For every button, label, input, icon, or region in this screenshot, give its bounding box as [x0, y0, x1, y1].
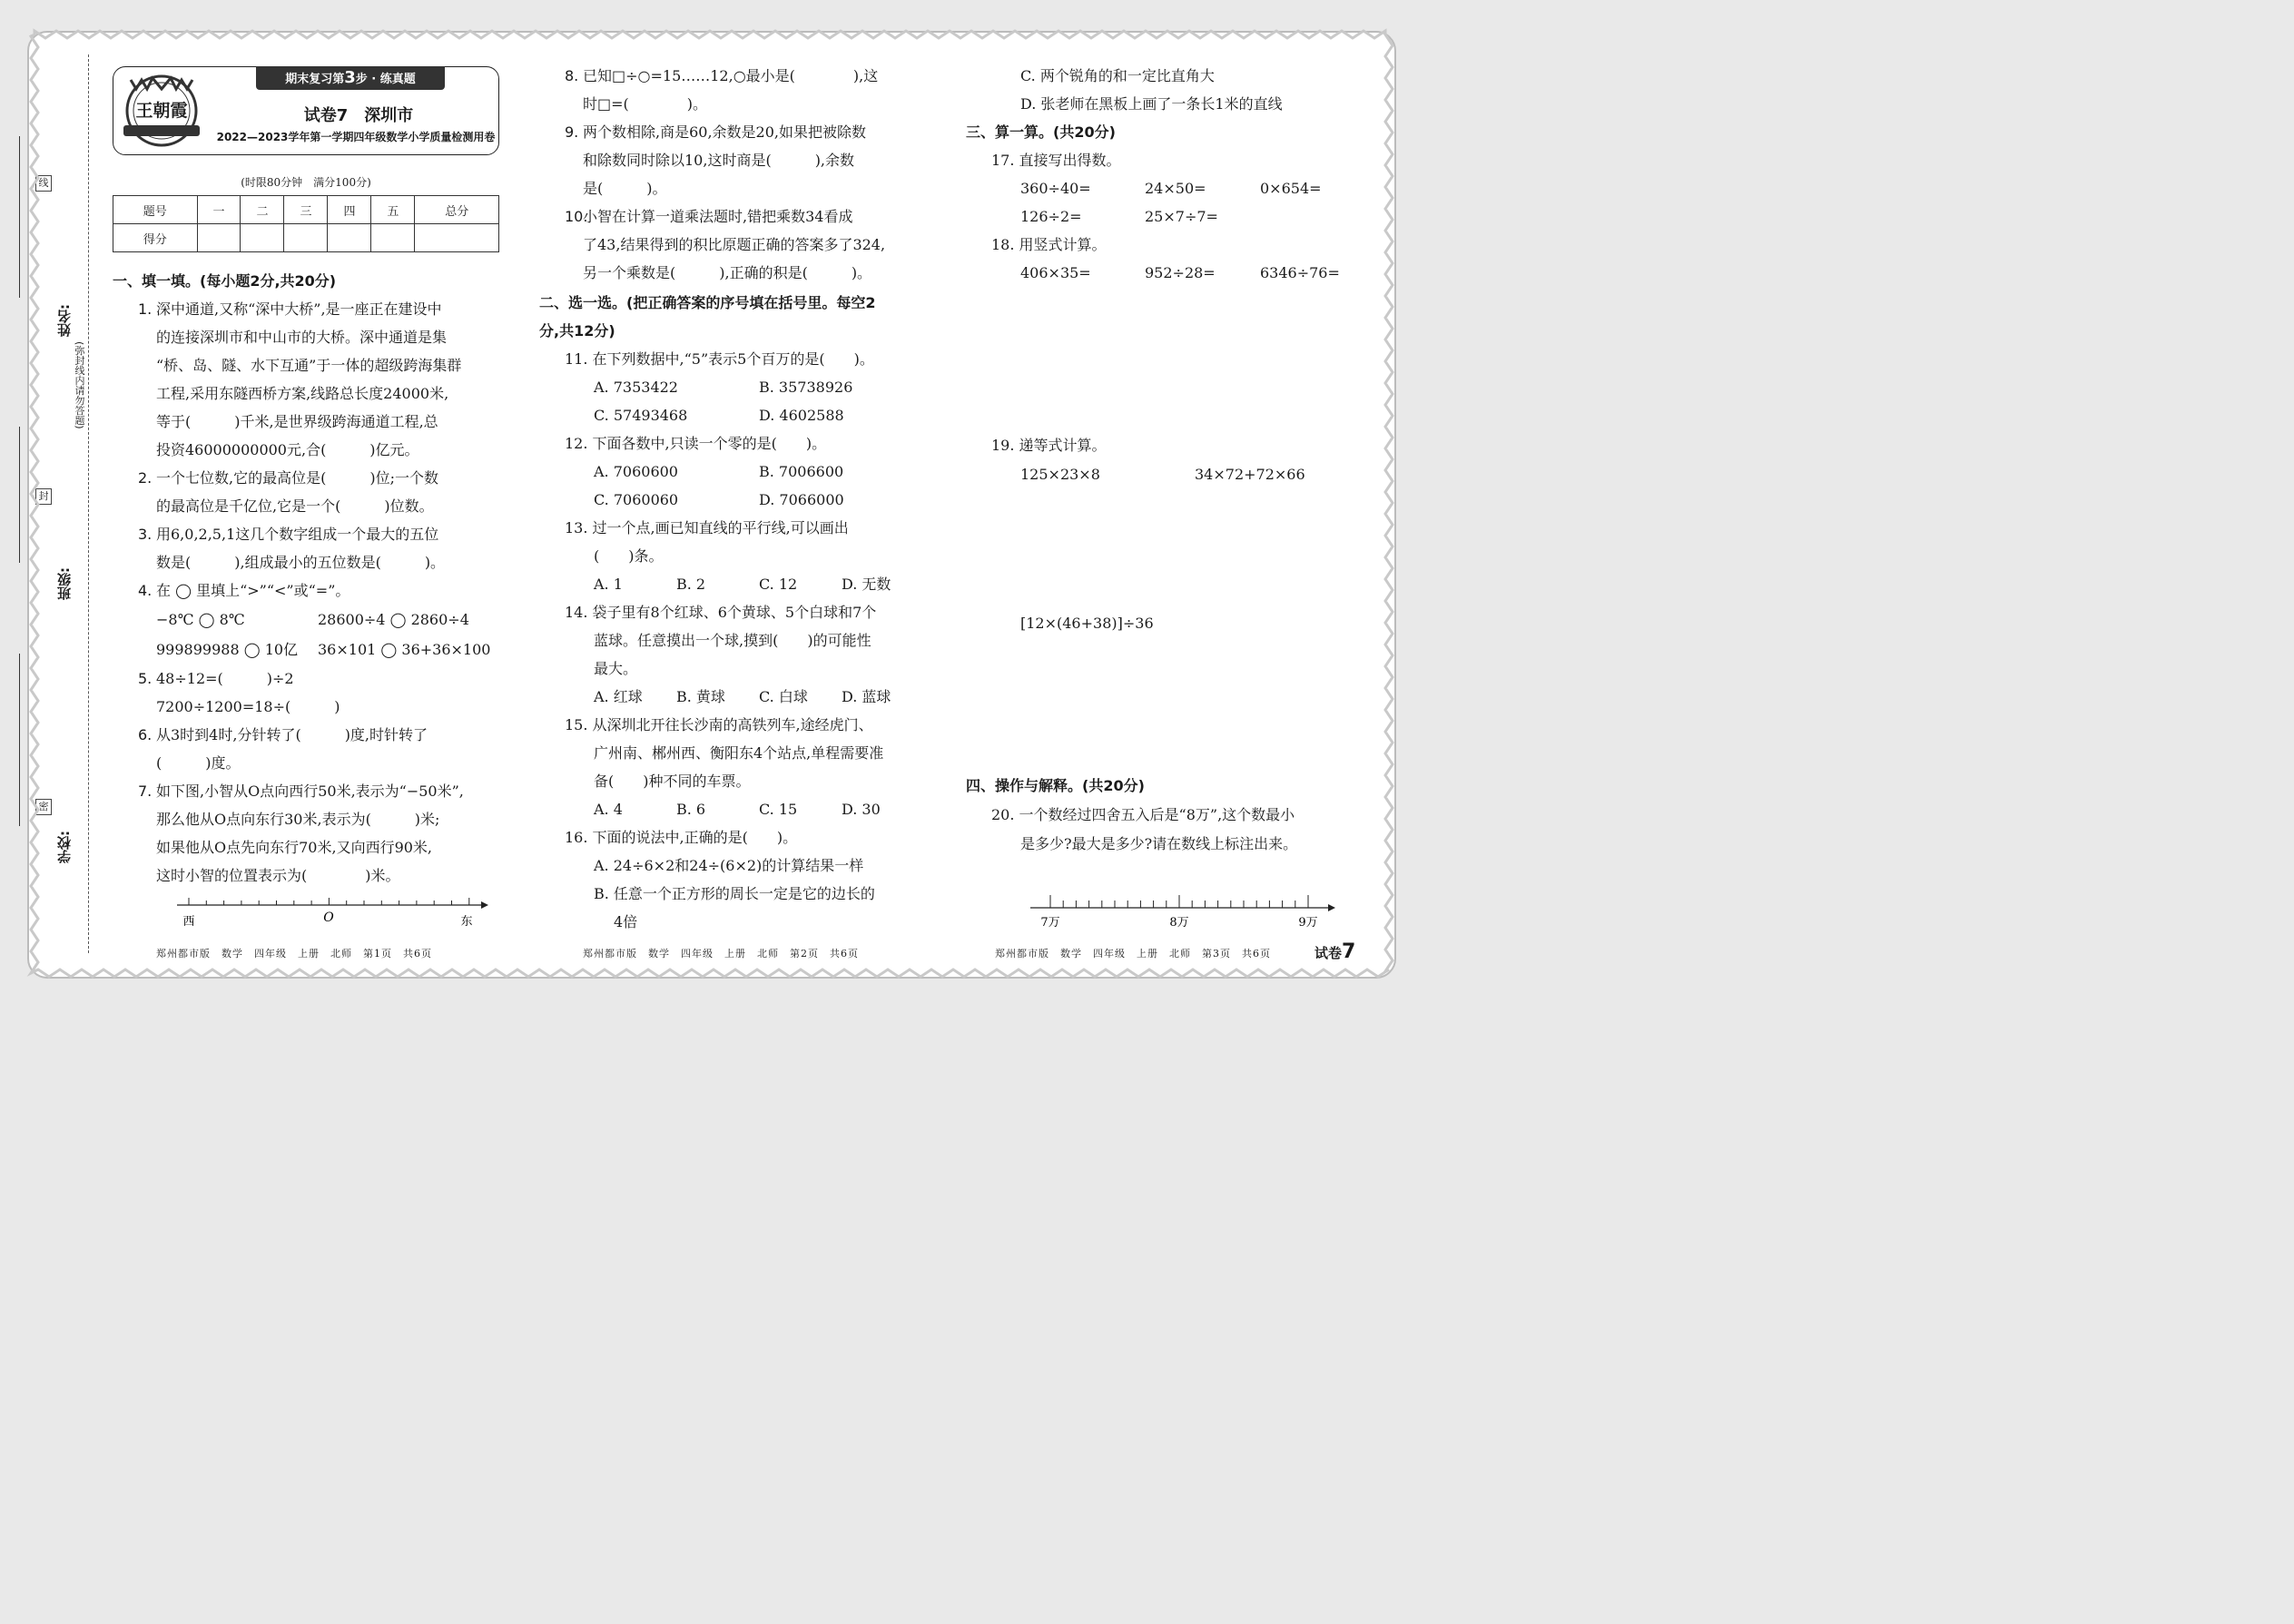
- question-number: [113, 693, 156, 721]
- option-b[interactable]: B. 7006600: [759, 463, 844, 480]
- question-number: 10.: [565, 208, 588, 225]
- q17-item: 25×7÷7=: [1145, 208, 1218, 225]
- q17-item: 360÷40=: [1020, 180, 1091, 197]
- question-text: 时□=( )。: [583, 95, 708, 113]
- q15-options: [539, 795, 948, 823]
- question-line: [113, 351, 512, 379]
- option-b[interactable]: B. 2: [676, 576, 706, 593]
- question-text: 从3时到4时,分针转了( )度,时针转了: [156, 726, 428, 743]
- page-mark: [1314, 940, 1355, 963]
- question-number: [113, 379, 156, 408]
- q18-text: 18. 用竖式计算。: [991, 236, 1107, 253]
- logo-text: 王朝霞: [135, 101, 188, 121]
- banner-suffix: 步 · 练真题: [355, 73, 416, 86]
- q19-item-1: 125×23×8: [1020, 466, 1100, 483]
- question-text: ( )度。: [156, 754, 241, 772]
- q13-text-a: 13. 过一个点,画已知直线的平行线,可以画出: [565, 519, 849, 536]
- q8-to-q10: [539, 62, 948, 287]
- option-d[interactable]: D. 4602588: [759, 407, 844, 424]
- question-number: [113, 436, 156, 464]
- score-cell: 总分: [415, 196, 499, 224]
- q4-row-2: [113, 635, 512, 664]
- q4-c: 999899988 ◯ 10亿: [156, 641, 299, 658]
- label-9w: 9万: [1298, 916, 1318, 930]
- q17-row-2: [966, 202, 1374, 231]
- question-text: 如果他从O点先向东行70米,又向西行90米,: [156, 839, 433, 856]
- q18-item: 952÷28=: [1145, 264, 1216, 281]
- class-blank: [19, 427, 20, 563]
- question-line: [113, 664, 512, 693]
- question-text: 已知□÷○=15……12,○最小是( ),这: [583, 67, 879, 84]
- question-line: [113, 777, 512, 805]
- score-cell: 得分: [113, 224, 198, 252]
- footer-page-1: 郑州都市版 数学 四年级 上册 北师 第1页 共6页: [156, 948, 432, 960]
- q12-text: 12. 下面各数中,只读一个零的是( )。: [565, 435, 827, 452]
- question-text: 的连接深圳市和中山市的大桥。深中通道是集: [156, 329, 448, 346]
- name-blank: [19, 136, 20, 298]
- question-number: [113, 492, 156, 520]
- q15-text-b: 广州南、郴州西、衡阳东4个站点,单程需要准: [594, 744, 884, 762]
- score-table: [113, 195, 499, 252]
- q7-number-line: [172, 894, 490, 930]
- q14-text-a: 14. 袋子里有8个红球、6个黄球、5个白球和7个: [565, 604, 877, 621]
- q16-option-a[interactable]: A. 24÷6×2和24÷(6×2)的计算结果一样: [594, 857, 864, 874]
- question-line: [113, 805, 512, 833]
- paper-title: 试卷7 深圳市: [303, 106, 414, 125]
- score-header-row: [113, 196, 499, 224]
- q4-d: 36×101 ◯ 36+36×100: [318, 641, 491, 658]
- question-line: [113, 721, 512, 749]
- option-c[interactable]: C. 15: [759, 801, 798, 818]
- score-cell: 二: [241, 196, 284, 224]
- question-text: 投资46000000000元,合( )亿元。: [156, 441, 419, 458]
- line-char-box: 线: [35, 175, 52, 192]
- section-2-title-b: 分,共12分): [539, 322, 615, 340]
- school-label: 学校:: [56, 831, 73, 863]
- q14-options: [539, 683, 948, 711]
- option-a[interactable]: A. 4: [594, 801, 623, 818]
- origin-label: O: [323, 910, 334, 925]
- question-line: [539, 202, 948, 231]
- question-text: 在 ◯ 里填上“>”“<”或“=”。: [156, 582, 350, 599]
- question-number: [113, 408, 156, 436]
- school-blank: [19, 654, 20, 826]
- question-line: [539, 259, 948, 287]
- q18-item: 6346÷76=: [1260, 264, 1340, 281]
- question-line: [539, 90, 948, 118]
- q14-text-b: 蓝球。任意摸出一个球,摸到( )的可能性: [594, 632, 871, 649]
- q11-text: 11. 在下列数据中,“5”表示5个百万的是( )。: [565, 350, 874, 368]
- binding-note: (弥封线内请勿答题): [74, 341, 85, 429]
- q20-ticks: [1050, 895, 1308, 908]
- q17-item: 24×50=: [1145, 180, 1206, 197]
- question-number: 9.: [565, 123, 579, 141]
- q13-options: [539, 570, 948, 598]
- q13-text-b: ( )条。: [594, 547, 664, 565]
- q4-a: −8℃ ◯ 8℃: [156, 611, 245, 628]
- question-number: [113, 805, 156, 833]
- question-line: [113, 749, 512, 777]
- label-7w: 7万: [1040, 916, 1060, 930]
- time-limit: (时限80分钟 满分100分): [241, 176, 371, 189]
- score-value-row: [113, 224, 499, 252]
- question-number: 8.: [565, 67, 579, 84]
- question-text: 等于( )千米,是世界级跨海通道工程,总: [156, 413, 438, 430]
- option-c[interactable]: C. 57493468: [594, 407, 688, 424]
- question-text: 深中通道,又称“深中大桥”,是一座正在建设中: [156, 300, 442, 318]
- question-number: 5.: [138, 670, 153, 687]
- question-line: [113, 408, 512, 436]
- banner-prefix: 期末复习第: [285, 73, 345, 86]
- question-number: [539, 231, 583, 259]
- q4-row-1: [113, 605, 512, 635]
- option-d[interactable]: D. 无数: [842, 576, 891, 593]
- q17-item: 126÷2=: [1020, 208, 1082, 225]
- question-line: [113, 492, 512, 520]
- q16-text: 16. 下面的说法中,正确的是( )。: [565, 829, 798, 846]
- q16-option-d[interactable]: D. 张老师在黑板上画了一条长1米的直线: [1020, 95, 1283, 113]
- q20-text-a: 20. 一个数经过四舍五入后是“8万”,这个数最小: [991, 806, 1295, 823]
- question-text: 数是( ),组成最小的五位数是( )。: [156, 554, 446, 571]
- q15-text-c: 备( )种不同的车票。: [594, 773, 751, 790]
- question-number: [539, 174, 583, 202]
- score-input-cell[interactable]: [197, 224, 241, 252]
- option-d[interactable]: D. 7066000: [759, 491, 844, 508]
- score-cell: 五: [371, 196, 415, 224]
- q19-text: 19. 递等式计算。: [991, 437, 1107, 454]
- secret-char-box: 密: [35, 799, 52, 815]
- q19-item-2: 34×72+72×66: [1195, 466, 1305, 483]
- question-text: 7200÷1200=18÷( ): [156, 698, 340, 715]
- q16-option-b-cont: 4倍: [614, 913, 638, 930]
- option-a[interactable]: A. 1: [594, 576, 623, 593]
- q4-b: 28600÷4 ◯ 2860÷4: [318, 611, 469, 628]
- q20-text-b: 是多少?最大是多少?请在数线上标注出来。: [1020, 835, 1298, 852]
- question-number: [539, 259, 583, 287]
- column-2: [539, 62, 948, 936]
- q20-number-line: [1026, 890, 1344, 931]
- q16-option-b[interactable]: B. 任意一个正方形的周长一定是它的边长的: [594, 885, 875, 902]
- binding-strip: [45, 45, 98, 962]
- section-1-lines-2: [113, 664, 512, 890]
- question-text: 和除数同时除以10,这时商是( ),余数: [583, 152, 855, 169]
- question-text: 两个数相除,商是60,余数是20,如果把被除数: [583, 123, 866, 141]
- q11-options-2: [539, 401, 948, 429]
- east-label: 东: [460, 915, 473, 929]
- score-input-cell[interactable]: [415, 224, 499, 252]
- question-line: [113, 520, 512, 548]
- option-b[interactable]: B. 35738926: [759, 379, 853, 396]
- question-line: [113, 464, 512, 492]
- question-line: [113, 833, 512, 861]
- binding-dashed-line: [88, 54, 89, 953]
- name-label: 姓名:: [56, 304, 73, 337]
- question-line: [539, 62, 948, 90]
- option-b[interactable]: B. 黄球: [676, 688, 725, 705]
- question-line: [539, 231, 948, 259]
- question-line: [539, 174, 948, 202]
- score-cell: 三: [284, 196, 328, 224]
- score-cell: 四: [328, 196, 371, 224]
- page-mark-number: 7: [1342, 940, 1356, 963]
- section-1-title: 一、填一填。(每小题2分,共20分): [113, 272, 337, 290]
- question-line: [539, 146, 948, 174]
- question-text: 工程,采用东隧西桥方案,线路总长度24000米,: [156, 385, 449, 402]
- question-text: 的最高位是千亿位,它是一个( )位数。: [156, 497, 434, 515]
- question-number: 4.: [138, 582, 153, 599]
- section-1-lines: [113, 295, 512, 605]
- question-number: [113, 548, 156, 576]
- question-line: [113, 861, 512, 890]
- score-input-cell[interactable]: [328, 224, 371, 252]
- class-label: 班级:: [56, 567, 73, 600]
- q19-item-3: [12×(46+38)]÷36: [1020, 615, 1154, 632]
- question-text: 一个七位数,它的最高位是( )位;一个数: [156, 469, 438, 487]
- option-b[interactable]: B. 6: [676, 801, 706, 818]
- question-text: “桥、岛、隧、水下互通”于一体的超级跨海集群: [156, 357, 462, 374]
- question-line: [113, 436, 512, 464]
- question-number: [539, 90, 583, 118]
- option-a[interactable]: A. 红球: [594, 688, 643, 705]
- question-text: 那么他从O点向东行30米,表示为( )米;: [156, 811, 440, 828]
- question-text: 小智在计算一道乘法题时,错把乘数34看成: [583, 208, 853, 225]
- q12-options-2: [539, 486, 948, 514]
- west-label: 西: [182, 915, 195, 929]
- seal-char-box: 封: [35, 488, 52, 505]
- section-3-title: 三、算一算。(共20分): [966, 123, 1116, 141]
- score-input-cell[interactable]: [284, 224, 328, 252]
- option-a[interactable]: A. 7353422: [594, 379, 678, 396]
- section-4-title: 四、操作与解释。(共20分): [966, 777, 1145, 794]
- question-text: 用6,0,2,5,1这几个数字组成一个最大的五位: [156, 526, 439, 543]
- option-a[interactable]: A. 7060600: [594, 463, 678, 480]
- q7-ticks: [189, 898, 469, 905]
- question-number: 3.: [138, 526, 153, 543]
- publisher-logo: [118, 71, 205, 151]
- question-number: 1.: [138, 300, 153, 318]
- question-line: [113, 548, 512, 576]
- question-line: [113, 379, 512, 408]
- score-cell: 题号: [113, 196, 198, 224]
- column-3: [966, 62, 1374, 287]
- banner-number: 3: [344, 68, 356, 87]
- footer-page-3: 郑州都市版 数学 四年级 上册 北师 第3页 共6页: [995, 948, 1271, 960]
- question-text: 是( )。: [583, 180, 667, 197]
- q12-options-1: [539, 458, 948, 486]
- question-number: [113, 861, 156, 890]
- question-number: [113, 833, 156, 861]
- review-banner: [256, 66, 445, 90]
- column-1: [113, 267, 512, 890]
- question-line: [539, 118, 948, 146]
- option-c[interactable]: C. 12: [759, 576, 798, 593]
- label-8w: 8万: [1169, 916, 1189, 930]
- question-text: 如下图,小智从O点向西行50米,表示为“−50米”,: [156, 782, 464, 800]
- question-text: 48÷12=( )÷2: [156, 670, 294, 687]
- question-text: 另一个乘数是( ),正确的积是( )。: [583, 264, 872, 281]
- question-text: 了43,结果得到的积比原题正确的答案多了324,: [583, 236, 886, 253]
- question-line: [113, 295, 512, 323]
- question-number: 2.: [138, 469, 153, 487]
- page-mark-label: 试卷: [1314, 945, 1343, 961]
- score-input-cell[interactable]: [371, 224, 415, 252]
- question-number: [113, 749, 156, 777]
- footer-page-2: 郑州都市版 数学 四年级 上册 北师 第2页 共6页: [583, 948, 859, 960]
- paper-subtitle: 2022—2023学年第一学期四年级数学小学质量检测用卷: [216, 131, 496, 143]
- q17-item: 0×654=: [1260, 180, 1322, 197]
- question-line: [113, 323, 512, 351]
- question-line: [113, 576, 512, 605]
- q17-text: 17. 直接写出得数。: [991, 152, 1121, 169]
- question-number: 7.: [138, 782, 153, 800]
- option-c[interactable]: C. 7060060: [594, 491, 679, 508]
- question-number: [113, 351, 156, 379]
- question-line: [113, 693, 512, 721]
- q17-row-1: [966, 174, 1374, 202]
- q16-option-c[interactable]: C. 两个锐角的和一定比直角大: [1020, 67, 1215, 84]
- score-cell: 一: [197, 196, 241, 224]
- question-text: 这时小智的位置表示为( )米。: [156, 867, 400, 884]
- question-number: [113, 323, 156, 351]
- option-d[interactable]: D. 30: [842, 801, 881, 818]
- question-number: [539, 146, 583, 174]
- q14-text-c: 最大。: [594, 660, 638, 677]
- q15-text-a: 15. 从深圳北开往长沙南的高铁列车,途经虎门、: [565, 716, 873, 733]
- score-input-cell[interactable]: [241, 224, 284, 252]
- option-d[interactable]: D. 蓝球: [842, 688, 891, 705]
- q18-item: 406×35=: [1020, 264, 1091, 281]
- q11-options-1: [539, 373, 948, 401]
- question-number: 6.: [138, 726, 153, 743]
- section-2-title-a: 二、选一选。(把正确答案的序号填在括号里。每空2: [539, 294, 876, 311]
- q18-row: [966, 259, 1374, 287]
- option-c[interactable]: C. 白球: [759, 688, 808, 705]
